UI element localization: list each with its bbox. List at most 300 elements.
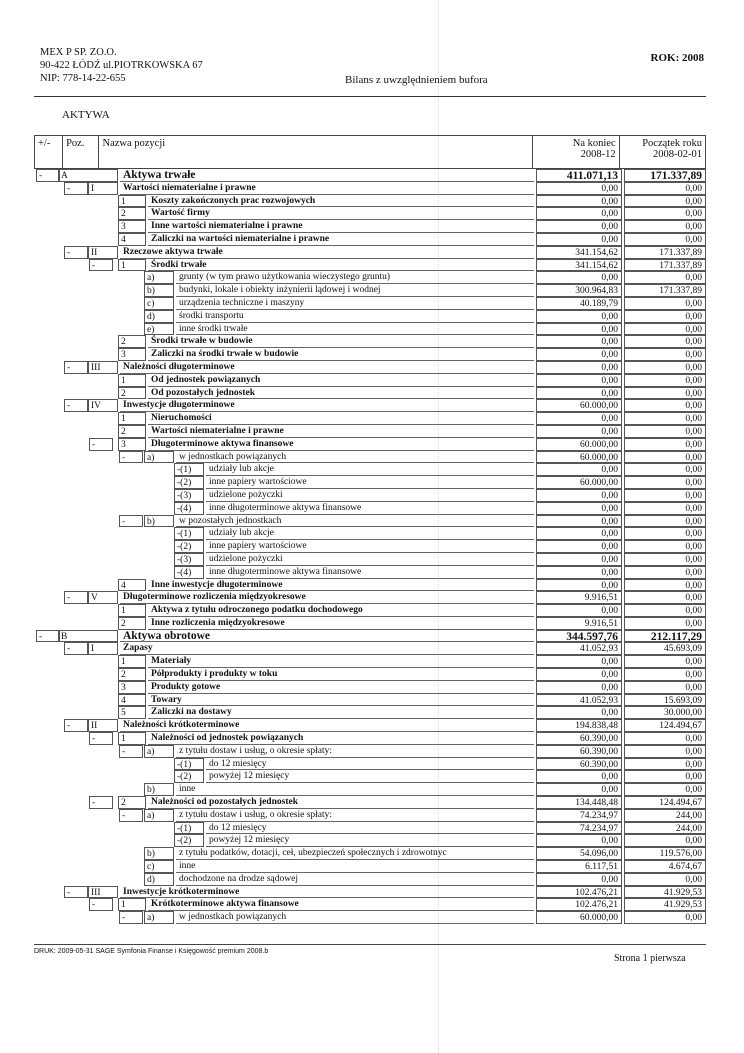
row-position: 1 (118, 195, 146, 208)
row-position: 2 (118, 668, 146, 681)
table-row (34, 706, 706, 719)
balance-rows (34, 169, 706, 924)
row-value-end: 0,00 (536, 668, 622, 681)
row-position: -(1) (174, 527, 204, 540)
row-name: do 12 miesięcy (206, 758, 534, 771)
row-value-start: 0,00 (624, 451, 706, 464)
row-name: Produkty gotowe (148, 681, 534, 694)
row-name: Środki trwałe (148, 259, 534, 272)
row-toggle[interactable]: - (89, 732, 113, 745)
row-position: 1 (118, 604, 146, 617)
table-row (34, 399, 706, 412)
row-value-end: 194.838,48 (536, 719, 622, 732)
row-name: inne długoterminowe aktywa finansowe (206, 566, 534, 579)
row-name: w pozostałych jednostkach (176, 515, 534, 528)
row-toggle[interactable]: - (64, 361, 88, 374)
row-name: Zaliczki na środki trwałe w budowie (148, 348, 534, 361)
table-row (34, 758, 706, 771)
row-value-end: 0,00 (536, 220, 622, 233)
table-row (34, 374, 706, 387)
row-value-start: 119.576,00 (624, 847, 706, 860)
row-name: inne środki trwałe (176, 323, 534, 336)
table-row (34, 463, 706, 476)
table-row (34, 489, 706, 502)
row-position: 4 (118, 694, 146, 707)
row-value-start: 0,00 (624, 732, 706, 745)
row-value-start: 0,00 (624, 745, 706, 758)
row-position: -(2) (174, 540, 204, 553)
row-position: -(4) (174, 566, 204, 579)
row-value-start: 0,00 (624, 681, 706, 694)
row-value-end: 60.000,00 (536, 438, 622, 451)
row-value-end: 0,00 (536, 361, 622, 374)
row-position: 1 (118, 655, 146, 668)
row-value-start: 30.000,00 (624, 706, 706, 719)
row-value-end: 300.964,83 (536, 284, 622, 297)
row-value-end: 0,00 (536, 425, 622, 438)
section-title: AKTYWA (62, 109, 110, 121)
column-header (34, 135, 706, 169)
row-value-end: 41.052,93 (536, 694, 622, 707)
table-row (34, 451, 706, 464)
row-value-start: 0,00 (624, 335, 706, 348)
row-value-start: 0,00 (624, 195, 706, 208)
row-value-start: 0,00 (624, 361, 706, 374)
row-name: w jednostkach powiązanych (176, 911, 534, 924)
table-row (34, 911, 706, 924)
row-name: Od pozostałych jednostek (148, 387, 534, 400)
row-value-start: 0,00 (624, 527, 706, 540)
row-value-start: 244,00 (624, 822, 706, 835)
row-name: z tytułu dostaw i usług, o okresie spłaty: (176, 809, 534, 822)
table-row (34, 207, 706, 220)
row-value-end: 344.597,76 (536, 630, 622, 643)
row-position: -(4) (174, 502, 204, 515)
row-name: powyżej 12 miesięcy (206, 834, 534, 847)
row-name: udzielone pożyczki (206, 489, 534, 502)
row-value-start: 0,00 (624, 348, 706, 361)
row-name: Należności od pozostałych jednostek (148, 796, 534, 809)
row-position: A (58, 169, 118, 182)
row-value-start: 0,00 (624, 412, 706, 425)
row-value-end: 0,00 (536, 323, 622, 336)
table-row (34, 630, 706, 643)
col-end-date: 2008-12 (580, 149, 616, 160)
col-name: Nazwa pozycji (99, 136, 533, 169)
table-row (34, 719, 706, 732)
row-value-end: 0,00 (536, 502, 622, 515)
row-value-end: 60.390,00 (536, 732, 622, 745)
row-position: a) (144, 911, 174, 924)
row-value-end: 0,00 (536, 310, 622, 323)
row-value-start: 41.929,53 (624, 886, 706, 899)
row-position: c) (144, 297, 174, 310)
row-name: Nieruchomości (148, 412, 534, 425)
row-position: -(2) (174, 834, 204, 847)
row-value-start: 0,00 (624, 476, 706, 489)
row-toggle[interactable]: - (36, 630, 60, 643)
row-name: udziały lub akcje (206, 527, 534, 540)
header-divider (34, 96, 706, 97)
row-name: Należności krótkoterminowe (120, 719, 534, 732)
row-value-start: 0,00 (624, 566, 706, 579)
row-value-end: 0,00 (536, 387, 622, 400)
row-name: urządzenia techniczne i maszyny (176, 297, 534, 310)
row-name: dochodzone na drodze sądowej (176, 873, 534, 886)
row-name: Inne inwestycje długoterminowe (148, 579, 534, 592)
table-row (34, 476, 706, 489)
table-row (34, 873, 706, 886)
row-position: III (88, 886, 118, 899)
row-value-start: 0,00 (624, 220, 706, 233)
row-value-end: 0,00 (536, 540, 622, 553)
row-name: z tytułu podatków, dotacji, ceł, ubezpieczeń społecznych i zdrowotnyc (176, 847, 534, 860)
row-name: inne (176, 860, 534, 873)
row-position: 2 (118, 387, 146, 400)
row-value-end: 60.390,00 (536, 758, 622, 771)
row-value-end: 0,00 (536, 604, 622, 617)
row-position: 2 (118, 617, 146, 630)
row-value-start: 0,00 (624, 207, 706, 220)
row-position: I (88, 642, 118, 655)
row-value-start: 0,00 (624, 591, 706, 604)
table-row (34, 195, 706, 208)
row-value-start: 45.693,09 (624, 642, 706, 655)
row-value-end: 0,00 (536, 783, 622, 796)
col-end-label: Na koniec (572, 138, 616, 149)
row-toggle[interactable]: - (89, 259, 113, 272)
row-name: Należności od jednostek powiązanych (148, 732, 534, 745)
row-value-end: 54.096,00 (536, 847, 622, 860)
row-value-end: 0,00 (536, 873, 622, 886)
row-position: b) (144, 284, 174, 297)
row-position: 2 (118, 796, 146, 809)
table-row (34, 259, 706, 272)
table-row (34, 860, 706, 873)
row-value-end: 0,00 (536, 207, 622, 220)
row-value-end: 0,00 (536, 527, 622, 540)
row-value-end: 0,00 (536, 335, 622, 348)
table-row (34, 579, 706, 592)
row-toggle[interactable]: - (64, 591, 88, 604)
row-name: Inwestycje długoterminowe (120, 399, 534, 412)
row-value-start: 0,00 (624, 271, 706, 284)
col-start-of-year (619, 136, 705, 169)
table-row (34, 169, 706, 182)
row-name: Wartości niematerialne i prawne (148, 425, 534, 438)
row-value-end: 9.916,51 (536, 617, 622, 630)
table-row (34, 732, 706, 745)
row-toggle[interactable]: - (119, 911, 143, 924)
row-value-end: 134.448,48 (536, 796, 622, 809)
row-value-start: 0,00 (624, 515, 706, 528)
row-value-start: 0,00 (624, 425, 706, 438)
row-value-start: 0,00 (624, 604, 706, 617)
row-value-start: 0,00 (624, 463, 706, 476)
row-value-end: 60.390,00 (536, 745, 622, 758)
row-value-end: 0,00 (536, 195, 622, 208)
table-row (34, 783, 706, 796)
row-position: 1 (118, 259, 146, 272)
row-name: Inwestycje krótkoterminowe (120, 886, 534, 899)
row-position: 3 (118, 681, 146, 694)
row-value-start: 0,00 (624, 873, 706, 886)
table-row (34, 438, 706, 451)
row-value-end: 0,00 (536, 463, 622, 476)
row-position: IV (88, 399, 118, 412)
row-value-start: 171.337,89 (624, 259, 706, 272)
row-value-end: 41.052,93 (536, 642, 622, 655)
row-name: Zapasy (120, 642, 534, 655)
row-value-start: 0,00 (624, 770, 706, 783)
row-value-end: 0,00 (536, 706, 622, 719)
table-row (34, 182, 706, 195)
row-name: Zaliczki na dostawy (148, 706, 534, 719)
row-position: a) (144, 451, 174, 464)
table-row (34, 515, 706, 528)
row-toggle[interactable]: - (119, 745, 143, 758)
row-value-end: 0,00 (536, 834, 622, 847)
row-value-start: 171.337,89 (624, 246, 706, 259)
row-value-end: 0,00 (536, 271, 622, 284)
row-value-start: 0,00 (624, 323, 706, 336)
row-value-start: 15.693,09 (624, 694, 706, 707)
table-row (34, 412, 706, 425)
table-row (34, 502, 706, 515)
row-toggle[interactable]: - (119, 515, 143, 528)
row-name: powyżej 12 miesięcy (206, 770, 534, 783)
row-name: Inne rozliczenia międzyokresowe (148, 617, 534, 630)
table-row (34, 822, 706, 835)
row-name: środki transportu (176, 310, 534, 323)
table-row (34, 297, 706, 310)
col-poz: Poz. (63, 136, 99, 169)
row-toggle[interactable]: - (36, 169, 60, 182)
row-value-end: 0,00 (536, 182, 622, 195)
page-number: Strona 1 pierwsza (614, 953, 686, 964)
row-value-start: 0,00 (624, 387, 706, 400)
row-name: Zaliczki na wartości niematerialne i prawne (148, 233, 534, 246)
row-name: inne papiery wartościowe (206, 476, 534, 489)
row-position: -(3) (174, 489, 204, 502)
row-value-start: 0,00 (624, 310, 706, 323)
row-position: B (58, 630, 118, 643)
row-value-end: 74.234,97 (536, 809, 622, 822)
table-row (34, 668, 706, 681)
row-value-start: 0,00 (624, 489, 706, 502)
row-position: 1 (118, 374, 146, 387)
row-value-start: 41.929,53 (624, 898, 706, 911)
row-name: Długoterminowe aktywa finansowe (148, 438, 534, 451)
col-start-label: Początek roku (642, 138, 702, 149)
row-toggle[interactable]: - (64, 886, 88, 899)
row-value-start: 0,00 (624, 668, 706, 681)
table-row (34, 361, 706, 374)
table-row (34, 796, 706, 809)
table-row (34, 809, 706, 822)
table-row (34, 540, 706, 553)
row-name: Krótkoterminowe aktywa finansowe (148, 898, 534, 911)
row-name: Materiały (148, 655, 534, 668)
row-value-end: 341.154,62 (536, 246, 622, 259)
row-position: b) (144, 783, 174, 796)
row-position: a) (144, 745, 174, 758)
row-name: udzielone pożyczki (206, 553, 534, 566)
row-value-start: 0,00 (624, 783, 706, 796)
row-name: do 12 miesięcy (206, 822, 534, 835)
row-toggle[interactable]: - (64, 182, 88, 195)
row-value-end: 102.476,21 (536, 886, 622, 899)
table-row (34, 566, 706, 579)
row-value-end: 0,00 (536, 655, 622, 668)
table-row (34, 617, 706, 630)
row-position: -(1) (174, 758, 204, 771)
row-name: Długoterminowe rozliczenia międzyokresowe (120, 591, 534, 604)
row-value-start: 171.337,89 (624, 169, 706, 182)
row-name: z tytułu dostaw i usług, o okresie spłaty: (176, 745, 534, 758)
row-position: 1 (118, 732, 146, 745)
table-row (34, 425, 706, 438)
row-name: Koszty zakończonych prac rozwojowych (148, 195, 534, 208)
row-name: Towary (148, 694, 534, 707)
row-value-end: 0,00 (536, 566, 622, 579)
row-position: 1 (118, 412, 146, 425)
table-row (34, 642, 706, 655)
table-row (34, 694, 706, 707)
col-start-date: 2008-02-01 (653, 149, 702, 160)
row-value-end: 0,00 (536, 348, 622, 361)
row-value-start: 0,00 (624, 233, 706, 246)
row-value-end: 341.154,62 (536, 259, 622, 272)
row-value-end: 0,00 (536, 681, 622, 694)
row-toggle[interactable]: - (64, 642, 88, 655)
row-name: Aktywa z tytułu odroczonego podatku dochodowego (148, 604, 534, 617)
row-position: II (88, 719, 118, 732)
company-block (40, 46, 203, 85)
table-row (34, 681, 706, 694)
row-name: Środki trwałe w budowie (148, 335, 534, 348)
row-value-end: 0,00 (536, 515, 622, 528)
row-toggle[interactable]: - (64, 399, 88, 412)
table-row (34, 310, 706, 323)
row-name: grunty (w tym prawo użytkowania wieczystego gruntu) (176, 271, 534, 284)
row-name: Półprodukty i produkty w toku (148, 668, 534, 681)
row-value-start: 0,00 (624, 540, 706, 553)
row-value-start: 4.674,67 (624, 860, 706, 873)
row-position: 1 (118, 898, 146, 911)
table-row (34, 553, 706, 566)
row-value-end: 60.000,00 (536, 476, 622, 489)
company-name: MEX P SP. ZO.O. (40, 47, 117, 58)
row-toggle[interactable]: - (89, 438, 113, 451)
row-value-start: 0,00 (624, 758, 706, 771)
row-position: 3 (118, 220, 146, 233)
row-name: Wartości niematerialne i prawne (120, 182, 534, 195)
row-value-start: 0,00 (624, 655, 706, 668)
row-value-end: 60.000,00 (536, 911, 622, 924)
row-value-end: 411.071,13 (536, 169, 622, 182)
row-value-end: 74.234,97 (536, 822, 622, 835)
row-position: 3 (118, 438, 146, 451)
table-row (34, 233, 706, 246)
row-position: II (88, 246, 118, 259)
table-row (34, 335, 706, 348)
row-position: b) (144, 847, 174, 860)
row-toggle[interactable]: - (64, 246, 88, 259)
row-position: I (88, 182, 118, 195)
row-position: d) (144, 310, 174, 323)
table-row (34, 271, 706, 284)
row-name: Aktywa obrotowe (120, 630, 534, 643)
row-value-start: 171.337,89 (624, 284, 706, 297)
table-row (34, 220, 706, 233)
row-name: Należności długoterminowe (120, 361, 534, 374)
table-row (34, 655, 706, 668)
table-row (34, 604, 706, 617)
table-row (34, 527, 706, 540)
row-name: Rzeczowe aktywa trwałe (120, 246, 534, 259)
row-value-end: 40.189,79 (536, 297, 622, 310)
table-row (34, 284, 706, 297)
row-value-end: 0,00 (536, 770, 622, 783)
row-value-start: 0,00 (624, 553, 706, 566)
row-name: udziały lub akcje (206, 463, 534, 476)
table-row (34, 770, 706, 783)
row-value-start: 0,00 (624, 502, 706, 515)
row-position: a) (144, 271, 174, 284)
row-value-start: 0,00 (624, 834, 706, 847)
row-position: V (88, 591, 118, 604)
table-row (34, 591, 706, 604)
table-row (34, 847, 706, 860)
row-position: d) (144, 873, 174, 886)
row-position: a) (144, 809, 174, 822)
row-position: 3 (118, 348, 146, 361)
row-position: 4 (118, 233, 146, 246)
row-value-start: 0,00 (624, 374, 706, 387)
col-end-of-period (533, 136, 619, 169)
row-toggle[interactable]: - (89, 796, 113, 809)
row-toggle[interactable]: - (89, 898, 113, 911)
company-nip: NIP: 778-14-22-655 (40, 73, 126, 84)
row-name: Od jednostek powiązanych (148, 374, 534, 387)
row-position: c) (144, 860, 174, 873)
row-value-start: 0,00 (624, 182, 706, 195)
row-position: 5 (118, 706, 146, 719)
row-name: inne długoterminowe aktywa finansowe (206, 502, 534, 515)
row-value-end: 6.117,51 (536, 860, 622, 873)
row-position: -(2) (174, 770, 204, 783)
report-year: ROK: 2008 (650, 52, 704, 64)
row-value-start: 0,00 (624, 399, 706, 412)
table-row (34, 246, 706, 259)
col-sign: +/- (35, 136, 63, 169)
row-value-end: 60.000,00 (536, 399, 622, 412)
row-position: 2 (118, 207, 146, 220)
table-row (34, 387, 706, 400)
row-toggle[interactable]: - (64, 719, 88, 732)
row-toggle[interactable]: - (119, 809, 143, 822)
row-value-start: 212.117,29 (624, 630, 706, 643)
row-value-end: 0,00 (536, 374, 622, 387)
row-toggle[interactable]: - (119, 451, 143, 464)
row-value-start: 0,00 (624, 579, 706, 592)
row-value-start: 0,00 (624, 438, 706, 451)
report-subtitle: Bilans z uwzględnieniem bufora (345, 74, 488, 86)
row-value-start: 0,00 (624, 297, 706, 310)
table-row (34, 886, 706, 899)
print-footer: DRUK: 2009-05-31 SAGE Symfonia Finanse i Księgowość premium 2008.b (34, 948, 269, 955)
